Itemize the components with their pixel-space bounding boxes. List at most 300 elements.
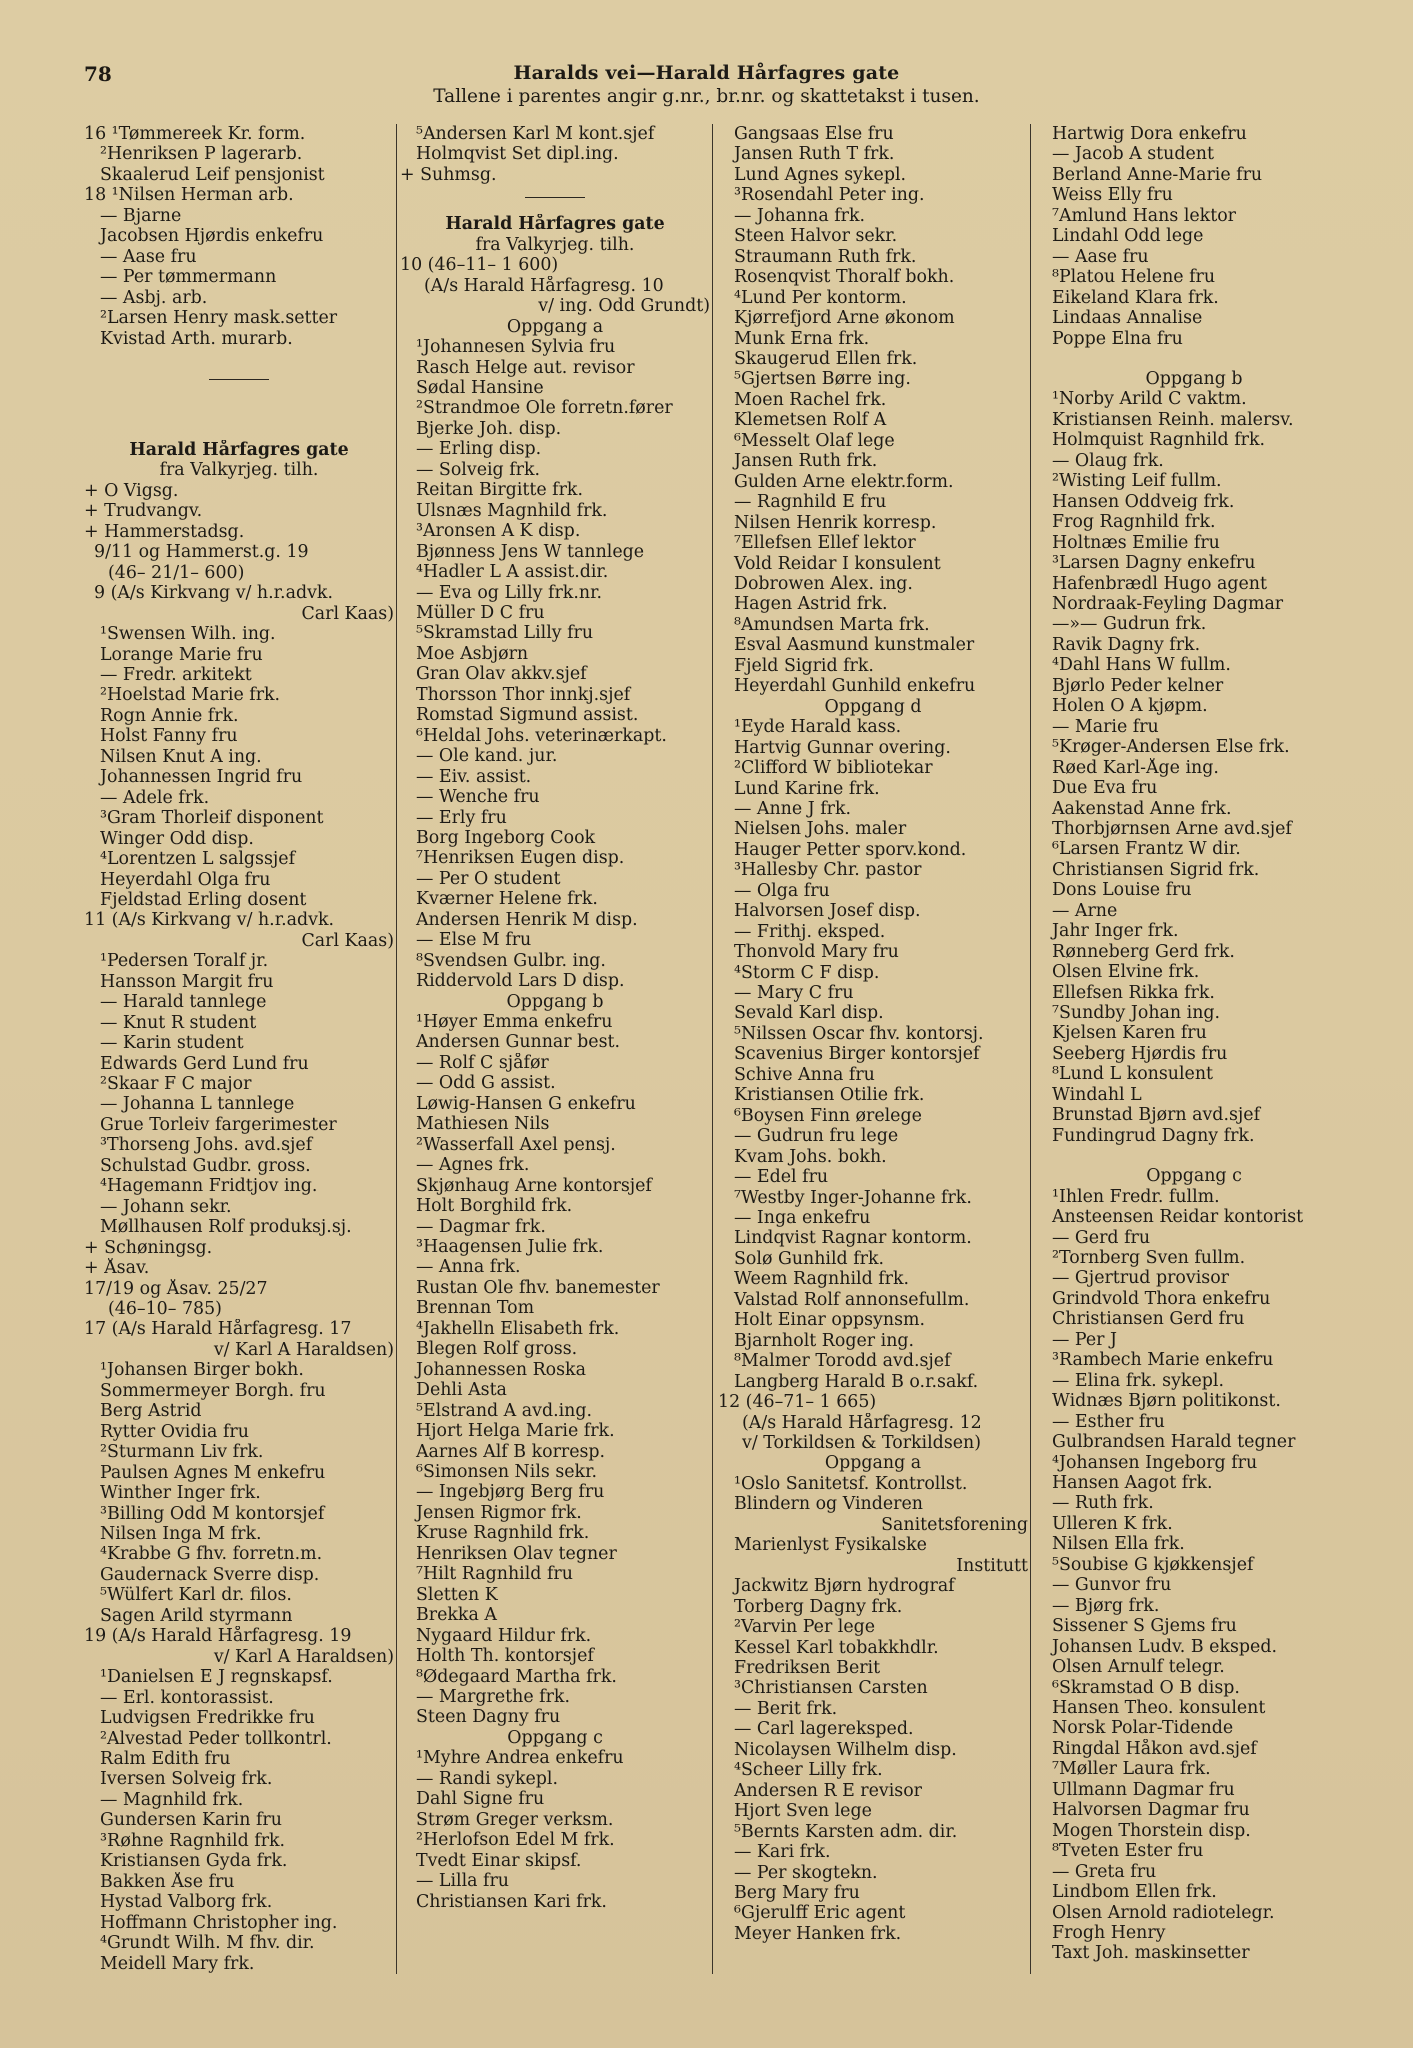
entry-line: ⁴Storm C F disp. [734,962,880,983]
column-2 [400,124,710,1912]
entry-line: Holth Th. kontorsjef [416,1646,594,1667]
entry-line: Mathiesen Nils [416,1114,550,1135]
entry-line: Tvedt Einar skipsf. [416,1850,582,1871]
entry-line: ⁷Ellefsen Ellef lektor [734,533,916,554]
entry-line: Thonvold Mary fru [734,942,899,963]
entry-line: Brunstad Bjørn avd.sjef [1052,1105,1261,1126]
entry-line: — Elina frk. sykepl. [1052,1370,1224,1391]
entry-line: ⁸Amundsen Marta frk. [734,614,930,635]
entry-line: ⁷Sundby Johan ing. [1052,1003,1221,1024]
property-info: Carl Kaas) [301,603,394,624]
entry-line: ⁵Nilssen Oscar fhv. kontorsj. [734,1023,984,1044]
entry-line: ⁷Hilt Ragnhild fru [416,1564,573,1585]
entry-line: Valstad Rolf annonsefullm. [734,1289,970,1310]
entry-line: Holt Einar oppsynsm. [734,1310,926,1331]
entry-line: Romstad Sigmund assist. [416,705,639,726]
street-heading: Harald Hårfagres gate [445,214,665,235]
entry-line: Gran Olav akkv.sjef [416,664,587,685]
entry-line: Frogh Henry [1052,1922,1166,1943]
entry-line: ⁸Tveten Ester fru [1052,1841,1204,1862]
entry-line: Strøm Greger verksm. [416,1809,614,1830]
entry-line: Fjeld Sigrid frk. [734,655,874,676]
entry-line: ⁴Johansen Ingeborg fru [1052,1452,1258,1473]
entry-line: — Gerd fru [1052,1227,1151,1248]
entry-line: — Eva og Lilly frk.nr. [416,582,602,603]
entry-line: ⁸Platou Helene fru [1052,267,1216,288]
cross-street: + O Vigsg. [84,480,179,501]
entry-line: Dehli Asta [416,1380,507,1401]
entry-line: ³Billing Odd M kontorsjef [100,1503,325,1524]
entry-line: Hartvig Gunnar overing. [734,737,951,758]
entry-line: Paulsen Agnes M enkefru [100,1462,326,1483]
entry-line: Moe Asbjørn [416,643,529,664]
entry-line: — Ruth frk. [1052,1493,1154,1514]
entry-line: — Gudrun fru lege [734,1126,899,1147]
entry-line: Iversen Solveig frk. [100,1769,273,1790]
entry-line: — Arne [1052,900,1118,921]
entry-line: ⁵Skramstad Lilly fru [416,623,594,644]
entry-line: Lorange Marie fru [100,644,263,665]
entry-line: Ullmann Dagmar fru [1052,1779,1235,1800]
entry-line: ¹Pedersen Toralf jr. [100,951,269,972]
entry-line: — Edel fru [734,1167,829,1188]
entry-line: Scavenius Birger kontorsjef [734,1044,980,1065]
entry-line: Hoffmann Christopher ing. [100,1912,338,1933]
cross-street: + Trudvangv. [84,501,203,522]
entry-line: Frog Ragnhild frk. [1052,512,1216,533]
entry-line: ⁴Krabbe G fhv. forretn.m. [100,1544,323,1565]
entry-line: Sissener S Gjems fru [1052,1616,1237,1637]
entry-line: ⁵Wülfert Karl dr. filos. [100,1585,292,1606]
entry-line: ⁸Ødegaard Martha frk. [416,1666,617,1687]
entry-line: Taxt Joh. maskinsetter [1052,1943,1250,1964]
entry-line: Klemetsen Rolf A [734,410,887,431]
entry-line: Holen O A kjøpm. [1052,696,1208,717]
entry-line: Hansen Aagot frk. [1052,1473,1213,1493]
entry-line: Jahr Inger frk. [1052,921,1179,942]
entry-line: Reitan Birgitte frk. [416,480,583,501]
entry-line: Hjort Sven lege [734,1801,872,1822]
entry-line: ⁶Gjerulff Eric agent [734,1903,906,1924]
entry-line: Hagen Astrid frk. [734,594,888,615]
cross-street: + Åsav. [84,1258,150,1279]
entry-line: Ellefsen Rikka frk. [1052,982,1215,1003]
entry-line: Hystad Valborg frk. [100,1892,273,1913]
entry-line: ⁴Hadler L A assist.dir. [416,562,609,583]
entry-line: Fjeldstad Erling dosent [100,889,307,910]
entry-line: Norsk Polar-Tidende [1052,1718,1234,1739]
entry-line: Hansen Theo. konsulent [1052,1697,1266,1718]
entry-line: ¹Johannesen Sylvia fru [416,337,616,358]
entry-line: Kessel Karl tobakkhdlr. [734,1637,939,1658]
entry-line: Rytter Ovidia fru [100,1421,249,1442]
entry-line: Berg Mary fru [734,1882,860,1903]
entry-line: — Fredr. arkitekt [100,664,252,685]
entry-line: ²Clifford W bibliotekar [734,758,933,779]
entry-line: — Eiv. assist. [416,766,532,787]
entry-line: — Olaug frk. [1052,450,1164,471]
entry-line: Fredriksen Berit [734,1657,881,1678]
entry-line: — Berit frk. [734,1698,838,1719]
entry-line: Nilsen Ella frk. [1052,1534,1185,1555]
entry-line: ¹Swensen Wilh. ing. [100,624,276,645]
entrance-heading: Oppgang c [1146,1166,1242,1187]
entry-line: — Erly fru [416,807,507,828]
entry-line: Olsen Arnulf telegr. [1052,1657,1225,1678]
entry-line: — Aase fru [100,246,197,267]
entry-line: — Bjørg frk. [1052,1595,1160,1616]
entry-line: Thorbjørnsen Arne avd.sjef [1052,818,1292,839]
entry-line: Christiansen Sigrid frk. [1052,859,1260,880]
entry-line: — Ragnhild E fru [734,492,887,513]
entry-line: Nilsen Inga M frk. [100,1524,262,1544]
entry-line: Holst Fanny fru [100,726,238,747]
entrance-heading: Oppgang a [506,316,604,337]
entry-line: ⁸Malmer Torodd avd.sjef [734,1351,951,1372]
entry-line: Kjørrefjord Arne økonom [734,308,955,329]
entry-line: Thorsson Thor innkj.sjef [416,684,631,705]
entry-line: — Harald tannlege [100,992,267,1013]
entry-line: Rosenqvist Thoralf bokh. [734,267,955,288]
street-subheading: fra Valkyrjeg. tilh. [159,460,319,481]
page-title: Haralds vei—Harald Hårfagres gate [513,62,900,84]
entry-line: — Anne J frk. [734,798,852,819]
street-subheading: fra Valkyrjeg. tilh. [475,234,635,255]
entry-line: ¹Høyer Emma enkefru [416,1012,613,1033]
column-divider [1030,124,1031,1974]
property-info: (46–10– 785) [108,1299,222,1320]
entry-line: — Rolf C sjåfør [416,1052,549,1073]
entry-line: — Bjarne [100,205,182,226]
entry-line: Kruse Ragnhild frk. [416,1523,590,1544]
entry-line: Brennan Tom [416,1298,535,1319]
entry-line: — Per J [1052,1329,1117,1350]
property-info: (A/s Harald Hårfagresg. 12 [742,1412,982,1433]
entry-line: Dons Louise fru [1052,880,1192,901]
entry-line: ⁸Svendsen Gulbr. ing. [416,950,606,971]
entry-line: ²Tornberg Sven fullm. [1052,1248,1246,1269]
entry-line: Sommermeyer Borgh. fru [100,1380,326,1401]
entry-line: Bjønness Jens W tannlege [416,541,645,562]
entry-line: ²Herlofson Edel M frk. [416,1830,615,1851]
entry-line: — Olga fru [734,880,830,901]
building-number: 10 (46–11– 1 600) [400,255,559,276]
entry-line: ¹Oslo Sanitetsf. Kontrollst. [734,1473,968,1494]
entry-line: Widnæs Bjørn politikonst. [1052,1391,1281,1412]
entry-line: — Erl. kontorassist. [100,1687,274,1708]
entry-line: — Anna frk. [416,1257,521,1278]
entry-line: Holt Borghild frk. [416,1196,573,1217]
entry-line: Steen Halvor sekr. [734,226,898,247]
entry-line: Kristiansen Gyda frk. [100,1851,288,1872]
entry-line: — Per O student [416,868,561,889]
entry-line: — Erling disp. [416,439,542,460]
entry-line: ²Henriksen P lagerarb. [100,144,303,165]
entry-line: Kristiansen Reinh. malersv. [1052,409,1294,430]
building-number: 17/19 og Åsav. 25/27 [84,1278,268,1299]
entry-line: Bjerke Joh. disp. [416,418,562,439]
entry-line: Ringdal Håkon avd.sjef [1052,1738,1257,1759]
entry-line: — Margrethe frk. [416,1686,570,1707]
entry-line: Jensen Rigmor frk. [416,1502,582,1523]
entry-line: Jackwitz Bjørn hydrograf [734,1576,955,1597]
entry-line: Sletten K [416,1584,498,1605]
entry-line: Olsen Arnold radiotelegr. [1052,1902,1275,1923]
entry-line: ²Hoelstad Marie frk. [100,685,281,706]
column-3 [718,124,1028,1944]
entry-line: ⁶Heldal Johs. veterinærkapt. [416,725,667,746]
entry-line: ⁷Møller Laura frk. [1052,1759,1211,1780]
entrance-heading: Oppgang a [824,1453,922,1474]
entry-line: Gangsaas Else fru [734,124,894,144]
entry-line: ⁴Grundt Wilh. M fhv. dir. [100,1933,315,1954]
entry-line: Rustan Ole fhv. banemester [416,1277,660,1298]
entry-line: Jansen Ruth frk. [734,451,878,472]
entry-line: ⁴Hagemann Fridtjov ing. [100,1176,318,1197]
entry-line: Halvorsen Josef disp. [734,901,921,922]
entry-line: Weiss Elly fru [1052,185,1173,206]
entry-line: Holmqvist Set dipl.ing. [416,144,619,165]
entry-line: Lindahl Odd lege [1052,226,1204,247]
entry-line: ²Wasserfall Axel pensj. [416,1134,616,1155]
entry-line: ⁴Dahl Hans W fullm. [1052,655,1231,676]
column-4 [1036,124,1352,1964]
entry-line: Blegen Rolf gross. [416,1339,578,1360]
entry-line: — Solveig frk. [416,459,541,480]
entry-line: Gulden Arne elektr.form. [734,471,954,492]
building-number: 9 (A/s Kirkvang v/ h.r.advk. [94,583,333,604]
entry-line: Nicolaysen Wilhelm disp. [734,1739,957,1760]
entry-line: — Dagmar frk. [416,1216,546,1237]
entry-line: — Asbj. arb. [100,287,208,308]
column-1 [84,124,394,1974]
entry-line: ⁸Lund L konsulent [1052,1064,1214,1085]
entry-line: Kristiansen Otilie frk. [734,1085,925,1106]
entry-line: Bjarnholt Roger ing. [734,1330,915,1351]
entry-line: ⁵Gjertsen Børre ing. [734,369,911,390]
entry-line: Ludvigsen Fredrikke fru [100,1708,315,1729]
entry-line: Vold Reidar I konsulent [734,553,941,574]
entry-line: Hafenbrædl Hugo agent [1052,573,1267,594]
entry-line: Halvorsen Dagmar fru [1052,1800,1250,1821]
entry-line: Berland Anne-Marie fru [1052,164,1263,185]
entry-line: ¹Eyde Harald kass. [734,717,902,738]
entry-line: Jansen Ruth T frk. [734,144,895,165]
entry-line: Ulleren K frk. [1052,1513,1173,1534]
entry-line: Schive Anna fru [734,1064,875,1085]
entry-line: 18 ¹Nilsen Herman arb. [84,185,294,206]
property-info: v/ Karl A Haraldsen) [213,1646,394,1667]
entry-line: Steen Dagny fru [416,1707,561,1728]
entry-line: Moen Rachel frk. [734,389,887,410]
entry-line: Rasch Helge aut. revisor [416,357,635,378]
section-separator [209,379,269,380]
entry-line: Kvam Johs. bokh. [734,1146,887,1167]
entry-line: Grindvold Thora enkefru [1052,1288,1271,1309]
entry-line: Olsen Elvine frk. [1052,962,1200,983]
entry-line: Windahl L [1052,1084,1142,1105]
entry-line: ⁷Amlund Hans lektor [1052,205,1236,226]
entry-line: Johansen Ludv. B eksped. [1052,1636,1277,1657]
entry-line: Nordraak-Feyling Dagmar [1052,593,1284,614]
entry-line: Gaudernack Sverre disp. [100,1564,320,1585]
entry-line: ⁵Bernts Karsten adm. dir. [734,1821,958,1842]
entry-line: Schulstad Gudbr. gross. [100,1155,311,1176]
entry-line: Seeberg Hjørdis fru [1052,1043,1228,1064]
column-divider [712,124,713,1974]
entry-line: Borg Ingeborg Cook [416,827,596,848]
entry-line: Hansen Oddveig frk. [1052,491,1235,512]
entry-line: Skaalerud Leif pensjonist [100,164,325,185]
entry-line: Rønneberg Gerd frk. [1052,941,1235,962]
entry-line: Nielsen Johs. maler [734,819,907,840]
entry-line: Berg Astrid [100,1401,202,1422]
entry-line: Brekka A [416,1605,497,1626]
entry-line: Ansteensen Reidar kontorist [1052,1207,1304,1228]
entry-line: Rogn Annie frk. [100,705,239,726]
entry-line: 16 ¹Tømmereek Kr. form. [84,124,306,144]
entry-line: — Jacob A student [1052,144,1214,165]
entry-line: Møllhausen Rolf produksj.sj. [100,1217,352,1238]
entry-line: ²Strandmoe Ole forretn.fører [416,398,673,419]
entry-line: Edwards Gerd Lund fru [100,1053,309,1074]
entry-line: ³Thorseng Johs. avd.sjef [100,1135,313,1156]
entry-line: Aakenstad Anne frk. [1052,798,1232,819]
entrance-heading: Oppgang c [507,1727,603,1748]
column-divider [396,124,397,1974]
entry-line: Løwig-Hansen G enkefru [416,1093,636,1114]
building-number: 17 (A/s Harald Hårfagresg. 17 [84,1319,352,1340]
entry-line: — Gjertrud provisor [1052,1268,1229,1289]
cross-street: + Hammerstadsg. [84,521,245,542]
building-number: 19 (A/s Harald Hårfagresg. 19 [84,1626,352,1647]
entry-line: Johannessen Ingrid fru [100,767,303,788]
entry-line: ⁶Simonsen Nils sekr. [416,1462,598,1482]
entry-line: Henriksen Olav tegner [416,1543,617,1564]
entry-line: Heyerdahl Gunhild enkefru [734,676,976,697]
entry-line: — Marie fru [1052,716,1159,737]
entry-line: Blindern og Vinderen [734,1494,923,1515]
entry-line: Lund Agnes sykepl. [734,164,907,185]
entry-line: Hartwig Dora enkefru [1052,124,1247,144]
entry-line: — Wenche fru [416,787,540,808]
entry-line: Torberg Dagny frk. [734,1596,903,1617]
entry-line: Dahl Signe fru [416,1789,545,1810]
entry-line: Riddervold Lars D disp. [416,971,625,992]
entry-line: — Odd G assist. [416,1073,556,1094]
entry-line: — Frithj. eksped. [734,921,886,942]
entry-line: — Ingebjørg Berg fru [416,1482,605,1503]
entry-line: ³Rambech Marie enkefru [1052,1350,1274,1371]
entry-line: Meyer Hanken frk. [734,1923,902,1944]
property-info: (A/s Harald Hårfagresg. 10 [424,275,664,296]
building-number: 9/11 og Hammerst.g. 19 [94,542,309,563]
property-info: Carl Kaas) [301,930,394,951]
page-number: 78 [84,62,112,86]
entry-line: — Kari frk. [734,1842,831,1863]
entry-line: Aarnes Alf B korresp. [416,1441,606,1462]
entry-line: Dobrowen Alex. ing. [734,573,913,594]
entry-line: Andersen Gunnar best. [416,1032,621,1053]
building-number: 11 (A/s Kirkvang v/ h.r.advk. [84,910,335,931]
entry-line: Lindbom Ellen frk. [1052,1882,1217,1903]
entry-line: ⁶Skramstad O B disp. [1052,1677,1240,1698]
entry-line: — Knut R student [100,1012,257,1033]
entry-line: ¹Danielsen E J regnskapsf. [100,1667,333,1688]
entry-line: ¹Norby Arild C vaktm. [1052,389,1247,410]
entry-line: ³Hallesby Chr. pastor [734,860,922,881]
entry-line: Sevald Karl disp. [734,1003,884,1024]
entry-line: — Johann sekr. [100,1196,232,1217]
entry-line: Nygaard Hildur frk. [416,1625,592,1646]
property-info: v/ ing. Odd Grundt) [538,296,710,317]
entry-line: ⁴Scheer Lilly frk. [734,1760,883,1781]
entry-line: Sanitetsforening [881,1514,1028,1535]
entry-line: Skaugerud Ellen frk. [734,348,918,369]
entry-line: ²Wisting Leif fullm. [1052,471,1222,492]
entry-line: ²Larsen Henry mask.setter [100,308,338,329]
entry-line: — Per tømmermann [100,267,277,288]
entry-line: Andersen R E revisor [734,1780,922,1801]
entry-line: Lindqvist Ragnar kontorm. [734,1228,972,1249]
entry-line: Bakken Åse fru [100,1871,235,1892]
property-info: v/ Karl A Haraldsen) [213,1339,394,1360]
entry-line: — Gunvor fru [1052,1575,1172,1596]
page-subtitle: Tallene i parentes angir g.nr., br.nr. og skattetakst i tusen. [433,86,980,107]
entry-line: — Johanna L tannlege [100,1094,295,1115]
property-info: v/ Torkildsen & Torkildsen) [742,1433,982,1453]
entry-line: Nilsen Henrik korresp. [734,512,937,533]
entry-line: Andersen Henrik M disp. [416,909,638,930]
entry-line: — Randi sykepl. [416,1768,559,1789]
entry-line: ³Larsen Dagny enkefru [1052,553,1256,574]
entry-line: ¹Myhre Andrea enkefru [416,1748,624,1769]
entry-line: — Mary C fru [734,983,854,1004]
entry-line: Røed Karl-Åge ing. [1052,757,1219,778]
entry-line: Skjønhaug Arne kontorsjef [416,1175,652,1196]
entry-line: Fundingrud Dagny frk. [1052,1125,1255,1146]
entry-line: ⁵Elstrand A avd.ing. [416,1400,593,1421]
entry-line: Hjort Helga Marie frk. [416,1421,615,1442]
entry-line: — Carl lagereksped. [734,1719,914,1740]
entry-line: Solø Gunhild frk. [734,1248,885,1269]
entry-line: ²Sturmann Liv frk. [100,1442,264,1463]
entry-line: ⁴Lorentzen L salgssjef [100,849,295,870]
entry-line: — Agnes frk. [416,1155,530,1176]
cross-street: + Suhmsg. [400,164,497,185]
entry-line: Christiansen Gerd fru [1052,1309,1245,1330]
building-number: 12 (46–71– 1 665) [718,1392,877,1413]
entry-line: ⁵Andersen Karl M kont.sjef [416,124,655,144]
entry-line: Institutt [956,1555,1028,1576]
entry-line: Munk Erna frk. [734,328,870,349]
entry-line: Christiansen Kari frk. [416,1891,607,1912]
entry-line: Esval Aasmund kunstmaler [734,635,975,656]
entry-line: Jacobsen Hjørdis enkefru [100,226,324,247]
entry-line: Kvistad Arth. murarb. [100,328,293,349]
entry-line: ⁷Henriksen Eugen disp. [416,848,625,869]
entry-line: ³Røhne Ragnhild frk. [100,1830,286,1851]
entry-line: ²Skaar F C major [100,1074,252,1095]
entry-line: — Aase fru [1052,246,1149,267]
entry-line: Poppe Elna fru [1052,328,1183,349]
entry-line: ³Rosendahl Peter ing. [734,185,925,206]
entry-line: Eikeland Klara frk. [1052,287,1219,308]
entry-line: ⁴Jakhelln Elisabeth frk. [416,1318,620,1339]
entry-line: Ravik Dagny frk. [1052,634,1201,655]
entry-line: — Lilla fru [416,1871,509,1892]
entry-line: Hauger Petter sporv.kond. [734,839,967,860]
